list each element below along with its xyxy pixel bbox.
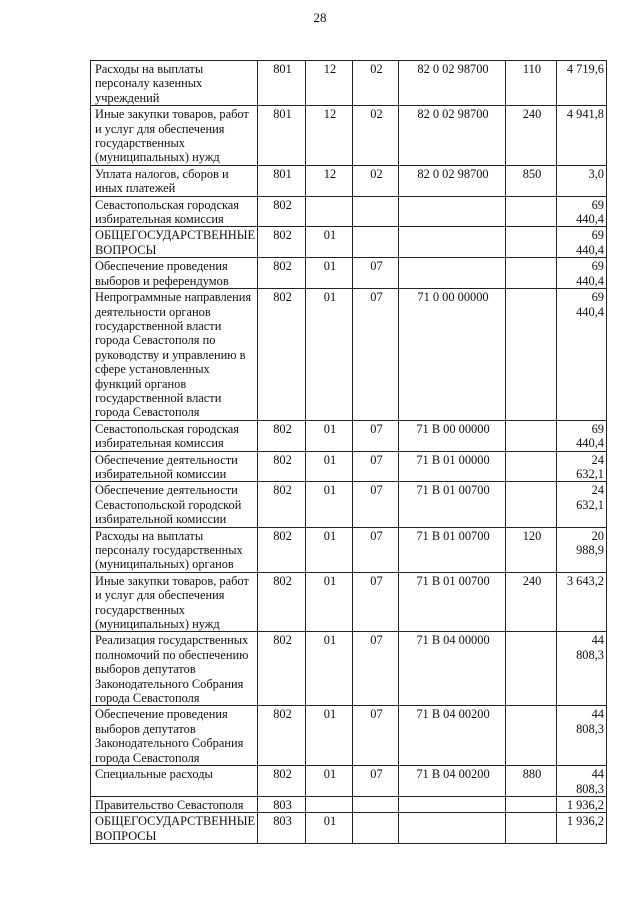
cell-amount: 1 936,2 — [557, 796, 607, 812]
cell-department-code: 801 — [258, 165, 306, 196]
table-row — [91, 706, 607, 766]
cell-department-code: 802 — [258, 706, 306, 766]
cell-amount: 1 936,2 — [557, 813, 607, 844]
cell-expense-type-code: 240 — [506, 106, 557, 166]
cell-amount: 69 440,4 — [557, 258, 607, 289]
cell-subsection-code: 07 — [353, 527, 399, 572]
cell-amount: 24 632,1 — [557, 451, 607, 482]
cell-name: Севастопольская городская избирательная комиссия — [91, 196, 258, 227]
cell-target-article-code: 71 0 00 00000 — [399, 289, 506, 421]
cell-department-code: 802 — [258, 196, 306, 227]
cell-subsection-code — [353, 796, 399, 812]
table-row — [91, 61, 607, 106]
table-row — [91, 165, 607, 196]
cell-name: Непрограммные направления деятельности органов государственной власти города Севастополя по руководству и управлению в сфере установленных функций органов государственной власти города Севастополя — [91, 289, 258, 421]
cell-subsection-code: 02 — [353, 106, 399, 166]
cell-target-article-code — [399, 227, 506, 258]
cell-section-code: 01 — [306, 527, 353, 572]
cell-target-article-code: 71 В 01 00700 — [399, 527, 506, 572]
cell-target-article-code: 82 0 02 98700 — [399, 61, 506, 106]
cell-subsection-code: 07 — [353, 706, 399, 766]
cell-subsection-code: 07 — [353, 420, 399, 451]
cell-target-article-code: 71 В 04 00200 — [399, 706, 506, 766]
cell-target-article-code — [399, 813, 506, 844]
cell-section-code: 01 — [306, 813, 353, 844]
cell-amount: 44 808,3 — [557, 706, 607, 766]
cell-name: Правительство Севастополя — [91, 796, 258, 812]
cell-section-code: 01 — [306, 632, 353, 706]
cell-expense-type-code — [506, 706, 557, 766]
cell-target-article-code: 71 В 01 00700 — [399, 572, 506, 632]
cell-amount: 4 941,8 — [557, 106, 607, 166]
cell-subsection-code — [353, 813, 399, 844]
cell-amount: 3,0 — [557, 165, 607, 196]
cell-amount: 69 440,4 — [557, 227, 607, 258]
cell-name: Севастопольская городская избирательная комиссия — [91, 420, 258, 451]
cell-expense-type-code: 120 — [506, 527, 557, 572]
cell-section-code — [306, 796, 353, 812]
cell-name: Иные закупки товаров, работ и услуг для обеспечения государственных (муниципальных) нужд — [91, 572, 258, 632]
cell-department-code: 803 — [258, 796, 306, 812]
cell-department-code: 803 — [258, 813, 306, 844]
table-row — [91, 420, 607, 451]
cell-section-code — [306, 196, 353, 227]
cell-subsection-code: 07 — [353, 482, 399, 527]
cell-section-code: 01 — [306, 766, 353, 797]
cell-section-code: 01 — [306, 451, 353, 482]
cell-name: ОБЩЕГОСУДАРСТВЕННЫЕ ВОПРОСЫ — [91, 227, 258, 258]
cell-section-code: 01 — [306, 482, 353, 527]
cell-department-code: 802 — [258, 527, 306, 572]
cell-subsection-code: 07 — [353, 258, 399, 289]
cell-expense-type-code — [506, 258, 557, 289]
cell-target-article-code: 71 В 04 00000 — [399, 632, 506, 706]
cell-subsection-code — [353, 196, 399, 227]
cell-amount: 69 440,4 — [557, 196, 607, 227]
cell-department-code: 802 — [258, 451, 306, 482]
cell-section-code: 12 — [306, 165, 353, 196]
page-number: 28 — [313, 10, 327, 25]
budget-table — [90, 60, 607, 844]
cell-section-code: 01 — [306, 227, 353, 258]
cell-department-code: 801 — [258, 61, 306, 106]
cell-name: Расходы на выплаты персоналу государственных (муниципальных) органов — [91, 527, 258, 572]
cell-section-code: 01 — [306, 420, 353, 451]
cell-name: ОБЩЕГОСУДАРСТВЕННЫЕ ВОПРОСЫ — [91, 813, 258, 844]
cell-department-code: 801 — [258, 106, 306, 166]
cell-target-article-code: 71 В 00 00000 — [399, 420, 506, 451]
cell-subsection-code — [353, 227, 399, 258]
cell-subsection-code: 07 — [353, 289, 399, 421]
cell-section-code: 12 — [306, 61, 353, 106]
cell-department-code: 802 — [258, 420, 306, 451]
table-row — [91, 572, 607, 632]
cell-amount: 44 808,3 — [557, 766, 607, 797]
cell-name: Обеспечение деятельности Севастопольской городской избирательной комиссии — [91, 482, 258, 527]
cell-name: Специальные расходы — [91, 766, 258, 797]
cell-expense-type-code — [506, 451, 557, 482]
cell-target-article-code: 71 В 01 00700 — [399, 482, 506, 527]
cell-name: Реализация государственных полномочий по обеспечению выборов депутатов Законодательного Собрания города Севастополя — [91, 632, 258, 706]
cell-expense-type-code — [506, 289, 557, 421]
cell-amount: 20 988,9 — [557, 527, 607, 572]
cell-subsection-code: 07 — [353, 632, 399, 706]
cell-subsection-code: 07 — [353, 451, 399, 482]
table-row — [91, 813, 607, 844]
cell-name: Обеспечение деятельности избирательной комиссии — [91, 451, 258, 482]
cell-section-code: 01 — [306, 258, 353, 289]
cell-expense-type-code — [506, 420, 557, 451]
budget-table-body — [91, 61, 607, 844]
cell-subsection-code: 02 — [353, 165, 399, 196]
cell-expense-type-code: 110 — [506, 61, 557, 106]
cell-target-article-code — [399, 196, 506, 227]
cell-department-code: 802 — [258, 227, 306, 258]
cell-subsection-code: 07 — [353, 766, 399, 797]
cell-name: Расходы на выплаты персоналу казенных учреждений — [91, 61, 258, 106]
cell-target-article-code: 71 В 04 00200 — [399, 766, 506, 797]
cell-target-article-code — [399, 796, 506, 812]
cell-expense-type-code: 850 — [506, 165, 557, 196]
cell-expense-type-code: 880 — [506, 766, 557, 797]
cell-expense-type-code — [506, 482, 557, 527]
cell-subsection-code: 07 — [353, 572, 399, 632]
table-row — [91, 766, 607, 797]
cell-department-code: 802 — [258, 632, 306, 706]
cell-amount: 4 719,6 — [557, 61, 607, 106]
table-row — [91, 796, 607, 812]
cell-department-code: 802 — [258, 258, 306, 289]
cell-name: Иные закупки товаров, работ и услуг для обеспечения государственных (муниципальных) нужд — [91, 106, 258, 166]
cell-amount: 24 632,1 — [557, 482, 607, 527]
table-row — [91, 106, 607, 166]
cell-amount: 3 643,2 — [557, 572, 607, 632]
cell-department-code: 802 — [258, 289, 306, 421]
cell-target-article-code: 82 0 02 98700 — [399, 165, 506, 196]
table-row — [91, 451, 607, 482]
cell-department-code: 802 — [258, 766, 306, 797]
table-row — [91, 258, 607, 289]
cell-amount: 69 440,4 — [557, 420, 607, 451]
cell-expense-type-code — [506, 796, 557, 812]
cell-amount: 69 440,4 — [557, 289, 607, 421]
cell-section-code: 01 — [306, 289, 353, 421]
table-row — [91, 196, 607, 227]
cell-name: Уплата налогов, сборов и иных платежей — [91, 165, 258, 196]
cell-expense-type-code — [506, 813, 557, 844]
cell-target-article-code: 82 0 02 98700 — [399, 106, 506, 166]
cell-amount: 44 808,3 — [557, 632, 607, 706]
cell-expense-type-code — [506, 632, 557, 706]
cell-section-code: 01 — [306, 706, 353, 766]
cell-subsection-code: 02 — [353, 61, 399, 106]
cell-expense-type-code: 240 — [506, 572, 557, 632]
table-row — [91, 632, 607, 706]
table-row — [91, 527, 607, 572]
table-row — [91, 289, 607, 421]
cell-name: Обеспечение проведения выборов и референдумов — [91, 258, 258, 289]
cell-section-code: 01 — [306, 572, 353, 632]
cell-name: Обеспечение проведения выборов депутатов Законодательного Собрания города Севастополя — [91, 706, 258, 766]
cell-target-article-code — [399, 258, 506, 289]
cell-department-code: 802 — [258, 572, 306, 632]
table-row — [91, 482, 607, 527]
cell-expense-type-code — [506, 227, 557, 258]
cell-target-article-code: 71 В 01 00000 — [399, 451, 506, 482]
cell-department-code: 802 — [258, 482, 306, 527]
cell-expense-type-code — [506, 196, 557, 227]
table-row — [91, 227, 607, 258]
cell-section-code: 12 — [306, 106, 353, 166]
